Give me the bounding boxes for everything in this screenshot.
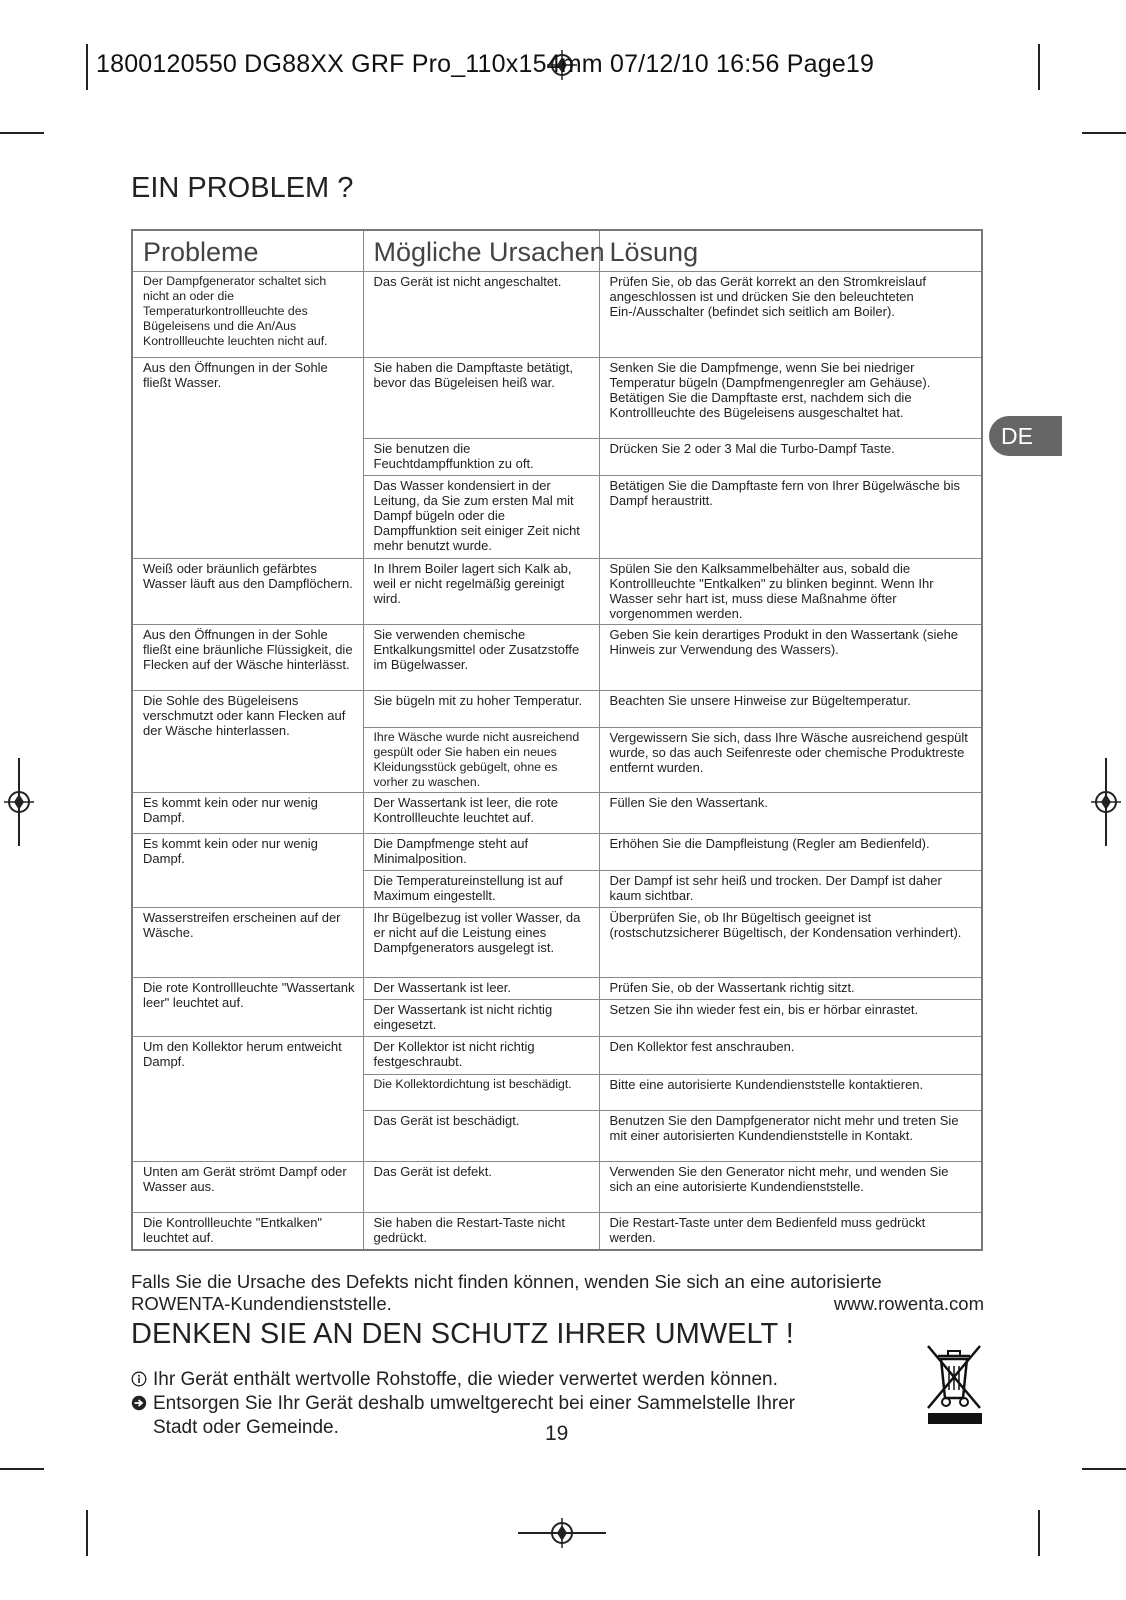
solution-cell: Benutzen Sie den Dampfgenerator nicht mehr und treten Sie mit einer autorisierten Kundendienststelle in Kontakt. — [599, 1111, 982, 1162]
cause-cell: Der Kollektor ist nicht richtig festgeschraubt. — [363, 1037, 599, 1075]
table-header-row — [132, 230, 982, 272]
table-row — [132, 358, 982, 439]
table-row — [132, 625, 982, 691]
problem-cell: Es kommt kein oder nur wenig Dampf. — [132, 793, 363, 834]
cause-cell: Der Wassertank ist leer. — [363, 978, 599, 1000]
crop-mark — [86, 44, 88, 90]
page-number: 19 — [545, 1422, 569, 1445]
cause-cell: In Ihrem Boiler lagert sich Kalk ab, weil er nicht regelmäßig gereinigt wird. — [363, 559, 599, 625]
cause-cell: Sie bügeln mit zu hoher Temperatur. — [363, 691, 599, 728]
crop-mark — [1082, 1468, 1126, 1470]
table-row — [132, 559, 982, 625]
cause-cell: Die Kollektordichtung ist beschädigt. — [363, 1075, 599, 1111]
crop-mark — [1038, 44, 1040, 90]
cause-cell: Sie haben die Restart-Taste nicht gedrückt. — [363, 1213, 599, 1250]
problem-cell: Aus den Öffnungen in der Sohle fließt eine bräunliche Flüssigkeit, die Flecken auf der Wäsche hinterlässt. — [132, 625, 363, 691]
solution-cell: Beachten Sie unsere Hinweise zur Bügeltemperatur. — [599, 691, 982, 728]
table-row — [132, 1162, 982, 1213]
table-row — [132, 272, 982, 358]
crop-mark — [1082, 132, 1126, 134]
table-row — [132, 691, 982, 728]
registration-mark-icon — [1091, 787, 1121, 817]
environment-bullet-text: Entsorgen Sie Ihr Gerät deshalb umweltgerecht bei einer Sammelstelle Ihrer — [153, 1393, 796, 1414]
environment-bullet-1 — [131, 1369, 778, 1391]
column-header-problems: Probleme — [132, 230, 363, 272]
column-header-causes: Mögliche Ursachen — [363, 230, 599, 272]
problem-cell: Unten am Gerät strömt Dampf oder Wasser aus. — [132, 1162, 363, 1213]
solution-cell: Überprüfen Sie, ob Ihr Bügeltisch geeignet ist (rostschutzsicherer Bügeltisch, der Kondensation verhindert). — [599, 908, 982, 978]
cause-cell: Die Dampfmenge steht auf Minimalposition. — [363, 834, 599, 871]
cause-cell: Sie haben die Dampftaste betätigt, bevor das Bügeleisen heiß war. — [363, 358, 599, 439]
solution-cell: Geben Sie kein derartiges Produkt in den Wassertank (siehe Hinweis zur Verwendung des Wassers). — [599, 625, 982, 691]
crop-mark — [0, 132, 44, 134]
environment-bullet-text: Ihr Gerät enthält wertvolle Rohstoffe, die wieder verwertet werden können. — [153, 1369, 778, 1390]
solution-cell: Die Restart-Taste unter dem Bedienfeld muss gedrückt werden. — [599, 1213, 982, 1250]
solution-cell: Vergewissern Sie sich, dass Ihre Wäsche ausreichend gespült wurde, so das auch Seifenreste oder chemische Produktreste entfernt wurden. — [599, 728, 982, 793]
arrow-circle-icon — [131, 1395, 147, 1411]
solution-cell: Setzen Sie ihn wieder fest ein, bis er hörbar einrastet. — [599, 1000, 982, 1037]
environment-title: DENKEN SIE AN DEN SCHUTZ IHRER UMWELT ! — [131, 1318, 794, 1350]
cause-cell: Das Gerät ist defekt. — [363, 1162, 599, 1213]
solution-cell: Prüfen Sie, ob das Gerät korrekt an den Stromkreislauf angeschlossen ist und drücken Sie den beleuchteten Ein-/Ausschalter (befindet sich seitlich am Boiler). — [599, 272, 982, 358]
solution-cell: Bitte eine autorisierte Kundendienststelle kontaktieren. — [599, 1075, 982, 1111]
environment-bullet-2-continued: Stadt oder Gemeinde. — [153, 1417, 339, 1438]
cause-cell: Sie verwenden chemische Entkalkungsmittel oder Zusatzstoffe im Bügelwasser. — [363, 625, 599, 691]
weee-black-bar — [928, 1413, 982, 1424]
problem-cell: Es kommt kein oder nur wenig Dampf. — [132, 834, 363, 908]
problem-cell: Die Kontrollleuchte "Entkalken" leuchtet auf. — [132, 1213, 363, 1250]
cause-cell: Der Wassertank ist leer, die rote Kontrollleuchte leuchtet auf. — [363, 793, 599, 834]
registration-mark-icon — [4, 787, 34, 817]
problem-cell: Die Sohle des Bügeleisens verschmutzt oder kann Flecken auf der Wäsche hinterlassen. — [132, 691, 363, 793]
cause-cell: Das Wasser kondensiert in der Leitung, da Sie zum ersten Mal mit Dampf bügeln oder die Dampffunktion seit einiger Zeit nicht mehr benutzt wurde. — [363, 476, 599, 559]
cause-cell: Ihre Wäsche wurde nicht ausreichend gespült oder Sie haben ein neues Kleidungsstück gebügelt, ohne es vorher zu waschen. — [363, 728, 599, 793]
solution-cell: Füllen Sie den Wassertank. — [599, 793, 982, 834]
table-row — [132, 1037, 982, 1075]
solution-cell: Spülen Sie den Kalksammelbehälter aus, sobald die Kontrollleuchte "Entkalken" zu blinken beginnt. Wenn Ihr Wasser sehr hart ist, muss diese Maßnahme öfter vorgenommen werden. — [599, 559, 982, 625]
section-title: EIN PROBLEM ? — [131, 172, 354, 204]
website-link: www.rowenta.com — [833, 1293, 984, 1314]
troubleshooting-table — [131, 229, 983, 1251]
table-row — [132, 908, 982, 978]
cause-cell: Der Wassertank ist nicht richtig eingesetzt. — [363, 1000, 599, 1037]
solution-cell: Erhöhen Sie die Dampfleistung (Regler am Bedienfeld). — [599, 834, 982, 871]
service-note-line1: Falls Sie die Ursache des Defekts nicht finden können, wenden Sie sich an eine autorisierte — [131, 1271, 882, 1292]
crop-mark — [0, 1468, 44, 1470]
crop-mark — [1038, 1510, 1040, 1556]
problem-cell: Der Dampfgenerator schaltet sich nicht an oder die Temperaturkontrollleuchte des Bügeleisens und die An/Aus Kontrollleuchte leuchten nicht auf. — [132, 272, 363, 358]
table-row — [132, 978, 982, 1000]
column-header-solution: Lösung — [609, 236, 699, 267]
problem-cell: Aus den Öffnungen in der Sohle fließt Wasser. — [132, 358, 363, 559]
cause-cell: Das Gerät ist nicht angeschaltet. — [363, 272, 599, 358]
solution-cell: Verwenden Sie den Generator nicht mehr, und wenden Sie sich an eine autorisierte Kundendienststelle. — [599, 1162, 982, 1213]
problem-cell: Um den Kollektor herum entweicht Dampf. — [132, 1037, 363, 1162]
crop-mark — [86, 1510, 88, 1556]
cause-cell: Ihr Bügelbezug ist voller Wasser, da er nicht auf die Leistung eines Dampfgenerators ausgelegt ist. — [363, 908, 599, 978]
table-row — [132, 793, 982, 834]
cause-cell: Sie benutzen die Feuchtdampffunktion zu oft. — [363, 439, 599, 476]
environment-bullet-2 — [131, 1393, 795, 1415]
solution-cell: Der Dampf ist sehr heiß und trocken. Der Dampf ist daher kaum sichtbar. — [599, 871, 982, 908]
service-note-line2: ROWENTA-Kundendienststelle. — [131, 1293, 392, 1314]
solution-cell: Senken Sie die Dampfmenge, wenn Sie bei niedriger Temperatur bügeln (Dampfmengenregler am Gehäuse). Betätigen Sie die Dampftaste erst, nachdem sich die Kontrollleuchte des Bügeleisens ausgeschaltet hat. — [599, 358, 982, 439]
solution-cell: Drücken Sie 2 oder 3 Mal die Turbo-Dampf Taste. — [599, 439, 982, 476]
problem-cell: Die rote Kontrollleuchte "Wassertank leer" leuchtet auf. — [132, 978, 363, 1037]
registration-mark-icon — [547, 1518, 577, 1548]
cause-cell: Das Gerät ist beschädigt. — [363, 1111, 599, 1162]
problem-cell: Weiß oder bräunlich gefärbtes Wasser läuft aus den Dampflöchern. — [132, 559, 363, 625]
table-row — [132, 834, 982, 871]
problem-cell: Wasserstreifen erscheinen auf der Wäsche. — [132, 908, 363, 978]
solution-cell: Betätigen Sie die Dampftaste fern von Ihrer Bügelwäsche bis Dampf heraustritt. — [599, 476, 982, 559]
info-circle-icon — [131, 1371, 147, 1387]
print-slug: 1800120550 DG88XX GRF Pro_110x154mm 07/12/10 16:56 Page19 — [96, 50, 875, 78]
language-tab: DE — [989, 416, 1062, 456]
crossed-out-wheelie-bin-icon — [924, 1342, 984, 1412]
solution-cell: Den Kollektor fest anschrauben. — [599, 1037, 982, 1075]
solution-cell: Prüfen Sie, ob der Wassertank richtig sitzt. — [599, 978, 982, 1000]
cause-cell: Die Temperatureinstellung ist auf Maximum eingestellt. — [363, 871, 599, 908]
table-row — [132, 1213, 982, 1250]
